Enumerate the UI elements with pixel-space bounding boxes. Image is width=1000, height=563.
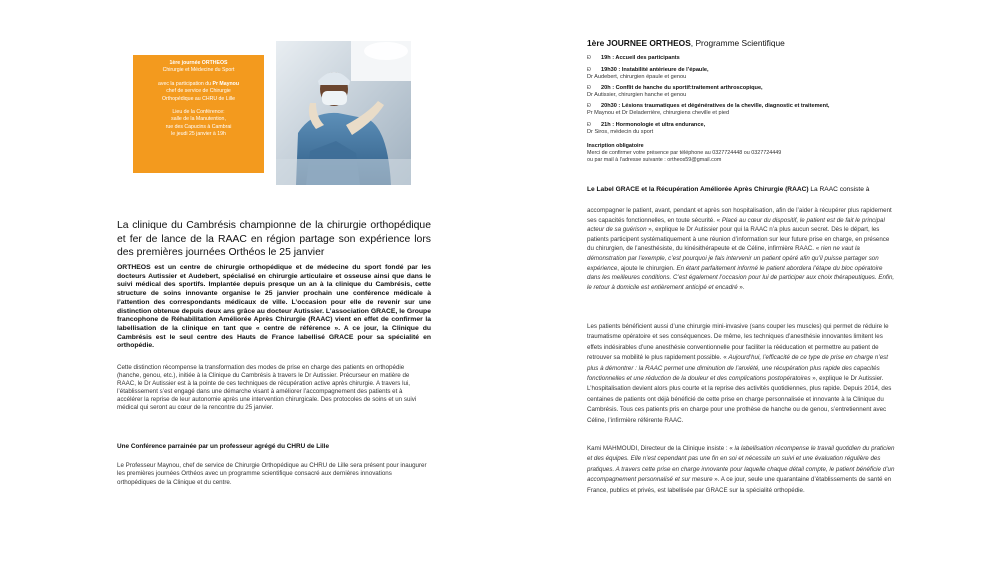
surgeon-illustration bbox=[276, 41, 411, 185]
programme-item: Ð 20h30 : Lésions traumatiques et dégénératives de la cheville, diagnostic et traitement, Pr Maynou et Dr Deladerrière, chirurgiens cheville et pied bbox=[587, 103, 830, 116]
raac-paragraph-3: Kami MAHMOUDI, Directeur de la Clinique insiste : « la labellisation récompense le travail quotidien du praticien et des équipes. Elle n’est cependant pas une fin en soi et nécessite un suivi et une évaluation régulière des pratiques. A travers cette prise en charge innovante pour laquelle chaque détail compte, le patient bénéficie d’un accompagnement personnalisé et sur mesure ». A ce jour, seule une quarantaine d’établissements de santé en France, publics et privés, est labellisée par GRACE sur la spécialité orthopédie. bbox=[587, 445, 895, 494]
article-headline: La clinique du Cambrésis championne de la chirurgie orthopédique et fer de lance de la RAAC en région partage son expérience lors des premières journées Orthéos le 25 janvier bbox=[117, 220, 431, 259]
flyer-venue-line2: rue des Capucins à Cambrai bbox=[165, 123, 232, 130]
flyer-venue-label: Lieu de la Conférence: bbox=[172, 109, 225, 116]
bullet-icon: Ð bbox=[587, 55, 592, 61]
flyer-participation: avec la participation du Pr Maynou bbox=[157, 80, 240, 87]
flyer-participation-line3: Orthopédique au CHRU de Lille bbox=[162, 95, 235, 102]
programme-item: Ð 19h30 : Instabilité antérieure de l’épaule, Dr Audebert, chirurgien épaule et genou bbox=[587, 67, 709, 80]
programme-title: 1ère JOURNEE ORTHEOS, Programme Scientifique bbox=[587, 38, 785, 48]
bullet-icon: Ð bbox=[587, 122, 592, 128]
bullet-icon: Ð bbox=[587, 67, 592, 73]
programme-item: Ð 19h : Accueil des participants bbox=[587, 55, 680, 61]
raac-paragraph-1: accompagner le patient, avant, pendant et après son hospitalisation, afin de l’aider à récupérer plus rapidement ses capacités fonctionnelles, en toute sécurité. « Placé au cœur du dispositif, le patient est de fait le principal acteur de sa guérison », explique le Dr Autissier pour qui la RAAC n’a plus aucun secret. Dès le départ, les patients participent systématiquement à une réunion d’information sur leur future prise en charge, en présence du chirurgien, de l’anesthésiste, du kinésithérapeute et de Céline, infirmière RAAC. « rien ne vaut la démonstration par l’exemple, c’est pourquoi je fais intervenir un patient opéré afin qu’il puisse partager son expérience, ajoute le chirurgien. En étant parfaitement informé le patient abordera l’étape du bloc opératoire dans les meilleures conditions. C’est également l’occasion pour lui de participer aux choix thérapeutiques. Enfin, le retour à domicile est entièrement anticipé et encadré ». bbox=[587, 207, 895, 291]
programme-item: Ð 21h : Hormonologie et ultra endurance, Dr Siros, médecin du sport bbox=[587, 122, 706, 135]
flyer-participation-line2: chef de service de Chirurgie bbox=[166, 88, 231, 95]
bullet-icon: Ð bbox=[587, 103, 592, 109]
inscription-email[interactable]: ou par mail à l’adresse suivante : ortheos59@gmail.com bbox=[587, 156, 722, 163]
inscription-phone: Merci de confirmer votre présence par téléphone au 0327724448 ou 0327724449 bbox=[587, 149, 782, 156]
flyer-title: 1ère journée ORTHEOS bbox=[169, 60, 228, 66]
article-subheading: Une Conférence parrainée par un professeur agrégé du CHRU de Lille bbox=[117, 443, 330, 450]
label-heading: Le Label GRACE et la Récupération Améliorée Après Chirurgie (RAAC) La RAAC consiste à bbox=[587, 186, 870, 193]
flyer-venue-line1: salle de la Manutention, bbox=[171, 116, 226, 123]
programme-item: Ð 20h : Conflit de hanche du sportif:traitement arthroscopique, Dr Autissier, chirurgien hanche et genou bbox=[587, 85, 763, 98]
article-paragraph: Cette distinction récompense la transformation des modes de prise en charge des patients en orthopédie (hanche, genou, etc.), initiée à la Clinique du Cambrésis à travers le Dr Autissier. Précurseur en matière de RAAC, le Dr Autissier est à la pointe de ces techniques de récupération active après chirurgie. A travers lui, l’établissement s’est engagé dans une démarche visant à améliorer l’accompagnement des patients et à accélérer la reprise de leur autonomie après une intervention chirurgicale. Des protocoles de soins et un suivi médical qui seront au cœur de la rencontre du 25 janvier. bbox=[117, 364, 417, 412]
event-flyer bbox=[133, 55, 264, 173]
flyer-guest-name: Pr Maynou bbox=[212, 80, 240, 87]
article-paragraph-2: Le Professeur Maynou, chef de service de Chirurgie Orthopédique au CHRU de Lille sera présent pour inaugurer les premières journées Orthéos avec un programme scientifique consacré aux dernières innovations orthopédiques de la Clinique et du centre. bbox=[117, 462, 427, 486]
bullet-icon: Ð bbox=[587, 85, 592, 91]
flyer-date: le jeudi 25 janvier à 19h bbox=[171, 131, 226, 138]
flyer-subtitle: Chirurgie et Médecine du Sport bbox=[162, 67, 235, 74]
inscription-heading: Inscription obligatoire bbox=[587, 143, 644, 149]
raac-paragraph-2: Les patients bénéficient aussi d’une chirurgie mini-invasive (sans couper les muscles) qui permet de réduire le traumatisme opératoire et ses conséquences. De même, les techniques d’anesthésie innovantes limitent les effets indésirables d’une anesthésie conventionnelle pour faciliter la rééducation et permettre au patient de retrouver sa mobilité le plus rapidement possible. « Aujourd’hui, l’efficacité de ce type de prise en charge n’est plus à démontrer : la RAAC permet une diminution de l’anxiété, une récupération plus rapide des capacités fonctionnelles et une réduction de la douleur et des complications postopératoires », explique le Dr Autissier. L’hospitalisation devient alors plus courte et la reprise des activités quotidiennes, plus rapide. Depuis 2014, des centaines de patients ont déjà bénéficié de cette prise en charge personnalisée et innovante à la Clinique du Cambrésis. Tous ces patients pris en charge pour une prothèse de hanche ou de genou, s’entretiennent avec Céline, l’infirmière référente RAAC. bbox=[587, 323, 892, 424]
inscription-block bbox=[587, 143, 907, 163]
surgeon-photo bbox=[276, 41, 411, 185]
article-intro: ORTHEOS est un centre de chirurgie orthopédique et de médecine du sport fondé par les docteurs Autissier et Audebert, spécialisé en chirurgie articulaire et osseuse ainsi que dans le suivi médical des sportifs. Implantée depuis presque un an à la clinique du Cambrésis, cette structure de soins innovante organise le 25 janvier prochain une conférence médicale à l’attention des correspondants médicaux de ville. L’occasion pour elle de revenir sur une distinction obtenue depuis deux ans grâce au docteur Autissier. L’association GRACE, le Groupe francophone de Réhabilitation Améliorée Après Chirurgie (RAAC) vient en effet de confirmer la labellisation de la clinique en tant que « centre de référence ». A ce jour, la Clinique du Cambrésis est le seul centre des Hauts de France labellisé GRACE pour sa spécialité en orthopédie. bbox=[117, 264, 431, 350]
